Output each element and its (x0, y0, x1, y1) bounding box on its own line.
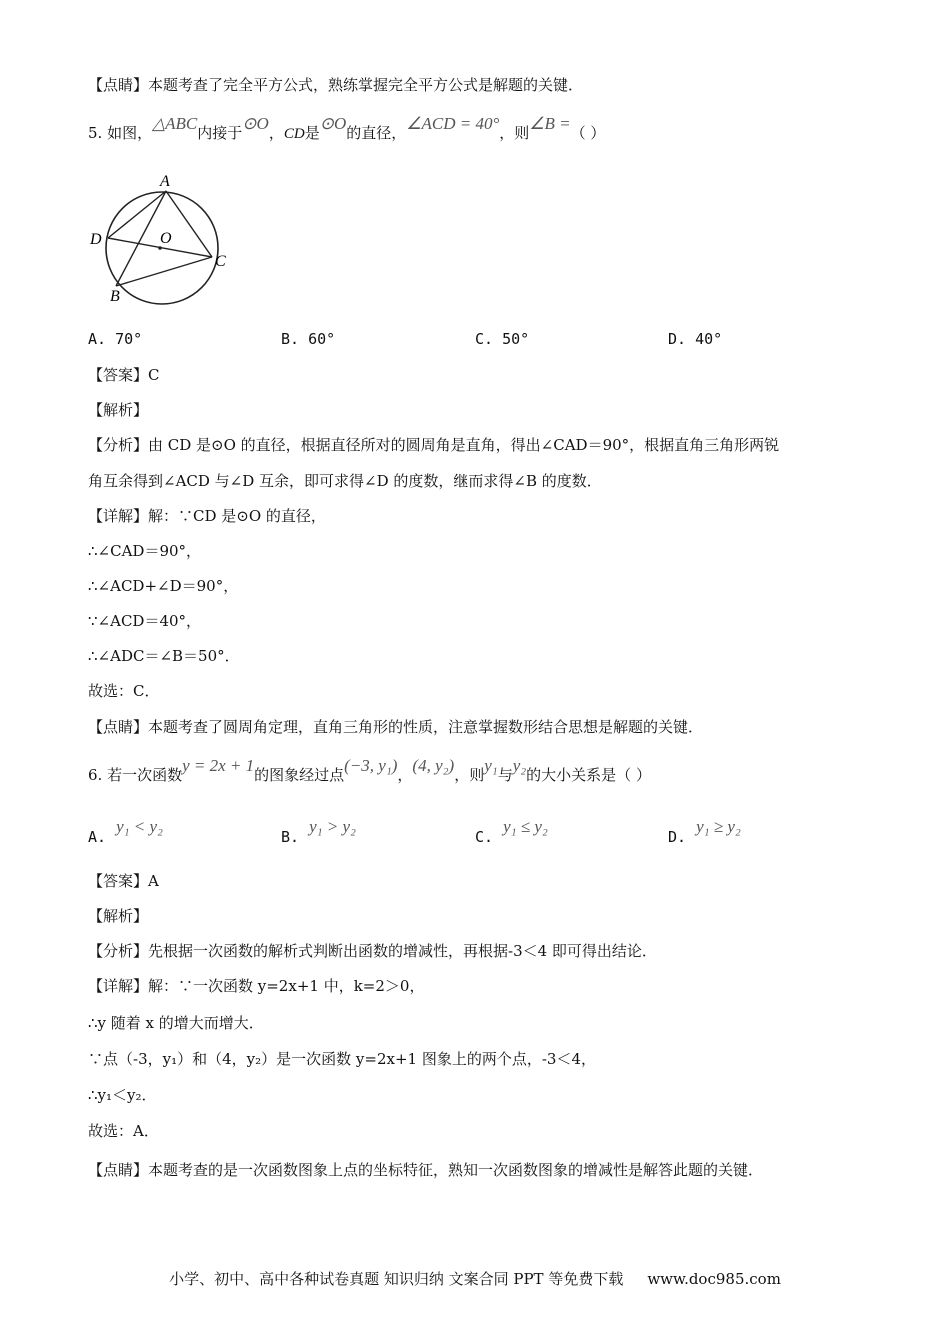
page-footer (0, 1268, 950, 1289)
q6-text: 与 (497, 766, 513, 784)
q6-number: 6. 若一次函数 (88, 766, 183, 784)
q5-text: 是 (304, 124, 320, 142)
segment-ac (166, 191, 212, 257)
q5-jiexi: 【解析】 (88, 401, 149, 419)
q6-text: ，则 (454, 766, 485, 784)
q5-answer: 【答案】C (88, 366, 160, 384)
q5-detail-6: 故选：C． (88, 682, 160, 700)
option-value: y₁ ≥ y₂ (696, 817, 741, 836)
segment-bc (116, 257, 212, 286)
q6-jiexi: 【解析】 (88, 907, 149, 925)
q6-option-d (668, 817, 741, 848)
footer-text: 小学、初中、高中各种试卷真题 知识归纳 文案合同 PPT 等免费下载 (169, 1270, 624, 1288)
q6-detail-3: ∵点（-3，y₁）和（4，y₂）是一次函数 y=2x+1 图象上的两个点，-3＜4， (88, 1050, 596, 1068)
q5-option-d: D. 40° (668, 330, 723, 348)
option-letter: C. (475, 828, 494, 846)
q5-option-a: A. 70° (88, 330, 143, 348)
q6-y1: y₁ (484, 756, 498, 775)
option-letter: A. (88, 828, 107, 846)
q5-text: 的直径， (346, 124, 407, 142)
q6-option-b (281, 817, 356, 848)
q5-paren: （ ） (570, 124, 606, 142)
q6-option-c (475, 817, 548, 848)
q5-angle-b: ∠B = (529, 114, 571, 133)
q5-number: 5. 如图， (88, 124, 153, 142)
q5-option-b: B. 60° (281, 330, 336, 348)
q6-text: 的图象经过点 (254, 766, 345, 784)
q5-analysis-2: 角互余得到∠ACD 与∠D 互余，即可求得∠D 的度数，继而求得∠B 的度数． (88, 472, 602, 490)
q5-detail-1: 【详解】解：∵CD 是⊙O 的直径， (88, 507, 326, 525)
q6-y2: y₂ (512, 756, 527, 775)
label-o: O (160, 230, 172, 247)
q5-triangle: △ABC (152, 114, 198, 133)
segment-ab (116, 191, 166, 286)
label-d: D (90, 231, 102, 248)
q6-function: y = 2x + 1 (182, 756, 255, 775)
q5-cd: CD (283, 126, 305, 142)
option-letter: D. (668, 828, 687, 846)
q5-detail-4: ∵∠ACD＝40°， (88, 612, 202, 630)
footer-link[interactable]: www.doc985.com (647, 1270, 781, 1288)
q6-detail-1: 【详解】解：∵一次函数 y=2x+1 中，k=2＞0， (88, 977, 425, 995)
option-value: y₁ ≤ y₂ (503, 817, 548, 836)
q5-comment: 【点睛】本题考查了圆周角定理，直角三角形的性质，注意掌握数形结合思想是解题的关键． (88, 718, 704, 736)
q6-stem (88, 756, 651, 786)
q6-text: 的大小关系是（ ） (526, 766, 651, 784)
q5-figure (82, 170, 242, 310)
q5-detail-3: ∴∠ACD+∠D＝90°， (88, 577, 239, 595)
q6-option-a (88, 817, 163, 848)
q6-analysis: 【分析】先根据一次函数的解析式判断出函数的增减性，再根据-3＜4 即可得出结论． (88, 942, 657, 960)
label-b: B (110, 288, 120, 305)
q5-detail-2: ∴∠CAD＝90°， (88, 542, 202, 560)
q6-detail-4: ∴y₁＜y₂． (88, 1086, 157, 1104)
q5-circle-2: ⊙O (319, 114, 347, 133)
q6-detail-2: ∴y 随着 x 的增大而增大． (88, 1014, 264, 1032)
q5-detail-5: ∴∠ADC＝∠B＝50°． (88, 647, 240, 665)
q6-point-2: (4, y₂) (412, 756, 455, 775)
option-value: y₁ > y₂ (309, 817, 356, 836)
q6-comment: 【点睛】本题考查的是一次函数图象上点的坐标特征，熟知一次函数图象的增减性是解答此题的关键． (88, 1161, 764, 1179)
q5-text: ，则 (499, 124, 530, 142)
q5-text: 内接于 (197, 124, 243, 142)
label-c: C (215, 253, 226, 270)
q6-answer: 【答案】A (88, 872, 159, 890)
q5-text: ， (268, 124, 284, 142)
q4-comment: 【点睛】本题考查了完全平方公式，熟练掌握完全平方公式是解题的关键． (88, 76, 584, 94)
q5-option-c: C. 50° (475, 330, 530, 348)
q5-angle: ∠ACD = 40° (406, 114, 500, 133)
option-letter: B. (281, 828, 300, 846)
q6-text: ， (397, 766, 413, 784)
q5-circle: ⊙O (242, 114, 269, 133)
q6-point-1: (−3, y₁) (344, 756, 398, 775)
q5-stem (88, 114, 606, 145)
option-value: y₁ < y₂ (116, 817, 163, 836)
q5-analysis-1: 【分析】由 CD 是⊙O 的直径，根据直径所对的圆周角是直角，得出∠CAD＝90°，根据直角三角形两锐 (88, 436, 780, 454)
label-a: A (160, 173, 170, 190)
q6-detail-5: 故选：A． (88, 1122, 159, 1140)
